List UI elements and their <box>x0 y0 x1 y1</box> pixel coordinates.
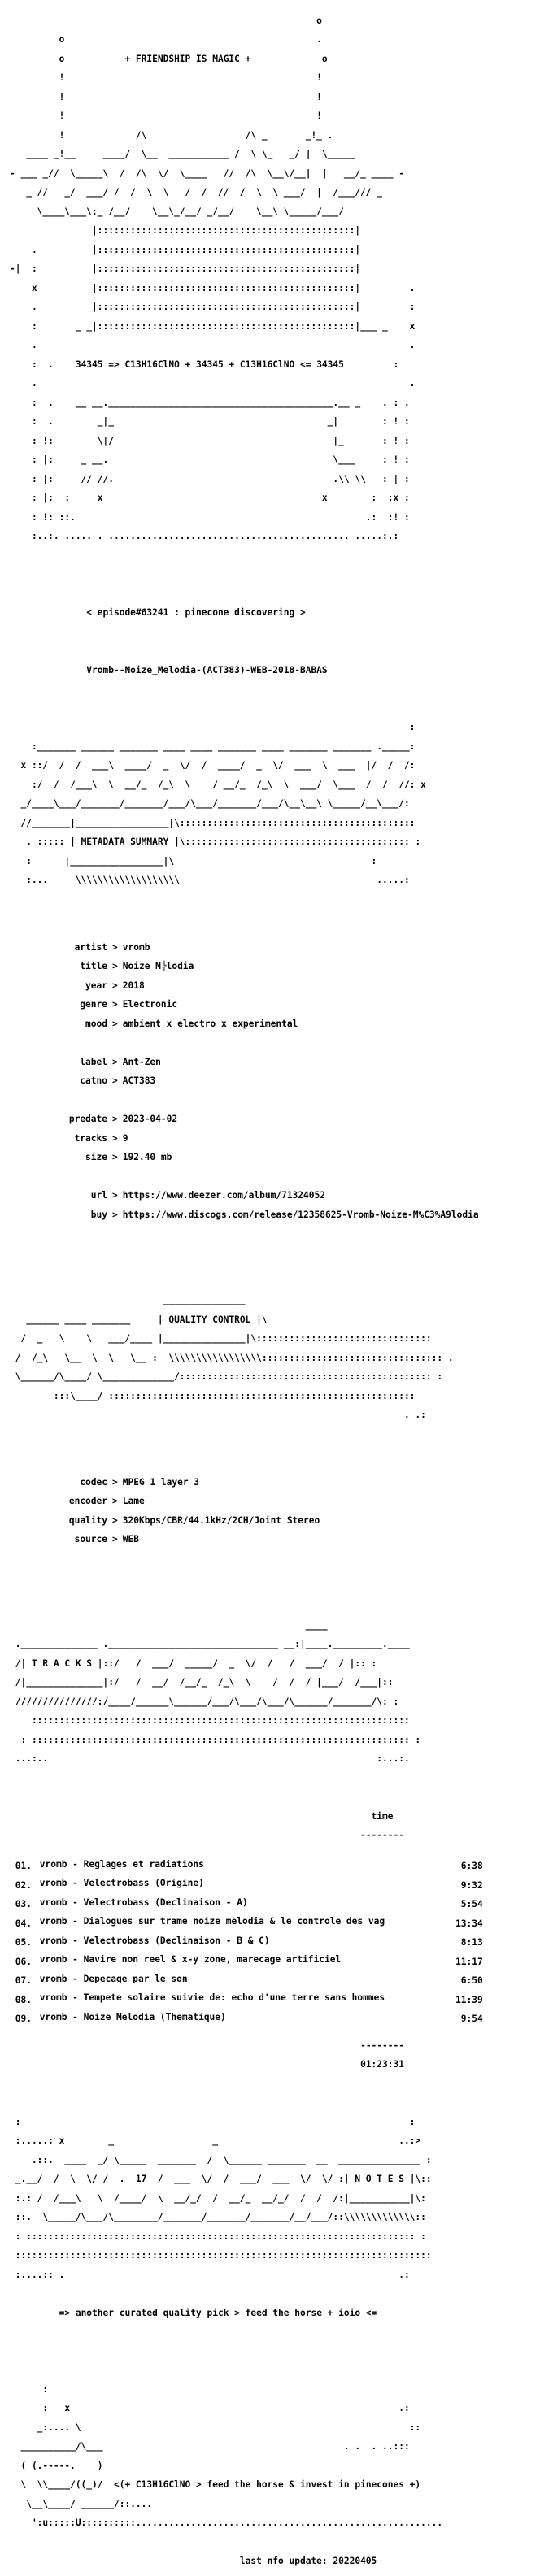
title-line-row: o + FRIENDSHIP IS MAGIC + o <box>10 53 328 64</box>
field-quality-value: 320Kbps/CBR/44.1kHz/2CH/Joint Stereo <box>122 1514 320 1526</box>
ascii-art-line: :/ / /___\ \ __/_ /_\ \ / __/_ /_\ \ ___/ \___ / / //: x <box>10 779 426 790</box>
ascii-art-line: ! ! <box>10 111 322 122</box>
field-size-value: 192.40 mb <box>122 1152 172 1162</box>
field-title-value: Noize M╠lodia <box>122 961 194 971</box>
ascii-art-line: - ___ _// \_____\ / /\ \/ \____ // /\ \__\/__| | __/_ ____ - <box>10 167 404 179</box>
horse-row: \ \\____/((_)/ <(+ C13H16ClNO > feed the horse & invest in pinecones +) <box>10 2479 421 2491</box>
field-year: year > 2018 <box>85 980 145 991</box>
ascii-art-line: :::\____/ :::::::::::::::::::::::::::::::::::::::::::::::::::::::: <box>10 1390 416 1401</box>
metadata-banner-row: //_______|_________________|\::::::::::::::::::::::::::::::::::::::::::: <box>10 817 416 828</box>
ascii-art-line: __________/\___ . . . ..::: <box>10 2441 410 2452</box>
field-title: title > Noize M╠lodia <box>80 961 194 971</box>
time-rule: -------- <box>360 1830 404 1841</box>
field-year-value: 2018 <box>122 980 145 991</box>
field-catno: catno > ACT383 <box>80 1075 156 1086</box>
ascii-art-line: . |:::::::::::::::::::::::::::::::::::::::::::::::| <box>10 244 361 255</box>
metadata-banner-row: . ::::: | METADATA SUMMARY |\::::::::::::::::::::::::::::::::::::::::: : <box>10 836 421 848</box>
ascii-art-line: ! ! <box>10 72 322 84</box>
ascii-art-line: : . __ __._________________________________________.__ _ . : . <box>10 397 410 408</box>
ascii-art-line: /|______________|:/ / __/ /__/_ /_\ \ / / / |___/ /___|:: <box>10 1677 394 1688</box>
nfo-document <box>10 7 546 2576</box>
horse-line: (+ C13H16ClNO > feed the horse & invest in pinecones +) <box>119 2479 421 2491</box>
ascii-art-line: _:.... \ :: <box>10 2422 421 2433</box>
ascii-art-line: ____ <box>10 1619 328 1631</box>
ascii-art-line: \____\___\:_ /__/ \__\_/__/ _/__/ \__\ \_____/___/ <box>10 206 344 217</box>
episode-line: < episode#63241 : pinecone discovering > <box>86 607 306 619</box>
time-header: time <box>371 1810 394 1822</box>
notes-section-title: N O T E S <box>355 2174 404 2185</box>
ascii-art-line: : ::::::::::::::::::::::::::::::::::::::::::::::::::::::::::::::::::::: : <box>10 1734 421 1745</box>
ascii-art-line: o <box>10 15 322 26</box>
ascii-art-line: ::::::::::::::::::::::::::::::::::::::::::::::::::::::::::::::::::::: <box>10 1715 410 1727</box>
ascii-art-line: x ::/ / / ___\ ____/ _ \/ / ____/ _ \/ ___ \ ___ |/ / /: <box>10 760 416 771</box>
ascii-art-line: : <box>10 2383 49 2395</box>
ascii-art-line: : !: \|/ |_ : ! : <box>10 435 410 446</box>
list-item: 07. vromb - Depecage par le son 6:50 <box>15 1974 483 1987</box>
metadata-section-title: METADATA SUMMARY <box>81 836 169 848</box>
notes-row <box>10 2309 546 2318</box>
ascii-art-line: _ // _/ ___/ / / \ \ / / // / \ \ ___/ | /___/// _ <box>10 187 383 198</box>
ascii-art-line: :... \\\\\\\\\\\\\\\\\\\ .....: <box>10 875 410 886</box>
ascii-art-line: : |: _ __. \___ : ! : <box>10 454 410 466</box>
field-quality: quality > 320Kbps/CBR/44.1kHz/2CH/Joint Stereo <box>68 1514 320 1526</box>
formula-line: 34345 => C13H16ClNO + 34345 + C13H16ClNO <= 34345 <box>75 358 344 370</box>
ascii-art-line: -| : |:::::::::::::::::::::::::::::::::::::::::::::::| <box>10 263 361 275</box>
ascii-art-line: ! /\ /\ _ _!_ . <box>10 129 333 141</box>
tracks-banner-row: /| T R A C K S |::/ / ___/ _____/ _ \/ / / ___/ / |:: : <box>10 1657 377 1669</box>
total-row <box>10 2060 546 2070</box>
ascii-art-line: ( (.-----. ) <box>10 2460 103 2471</box>
title-line: + FRIENDSHIP IS MAGIC + <box>124 53 251 64</box>
ascii-art-line: \______/\____/ \_____________/:::::::::::::::::::::::::::::::::::::::::::::: : <box>10 1371 443 1383</box>
release-row <box>10 666 546 675</box>
list-item: 08. vromb - Tempete solaire suivie de: echo d'une terre sans hommes 11:39 <box>15 1993 483 2005</box>
field-label-value: Ant-Zen <box>122 1056 161 1067</box>
ascii-art-line: . |:::::::::::::::::::::::::::::::::::::::::::::::| : <box>10 302 416 313</box>
field-predate-value: 2023-04-02 <box>122 1114 178 1124</box>
tracks-section-title: T R A C K S <box>31 1657 93 1669</box>
ascii-art-line: ///////////////:/____/______\______/___/\___/\___/\______/_______/\: : <box>10 1696 399 1707</box>
ascii-art-line: :.: / /___\ \ /____/ \ __/_/ / __/_ __/_/ / / /:|___________|\: <box>10 2192 426 2204</box>
ascii-art-line: x |:::::::::::::::::::::::::::::::::::::::::::::::| . <box>10 282 416 293</box>
quality-fields <box>10 1468 546 1554</box>
total-rule-row <box>10 2041 546 2051</box>
ascii-art-line: : ::::::::::::::::::::::::::::::::::::::::::::::::::::::::::::::::::::::: : <box>10 2231 426 2242</box>
ascii-art-line: _/____\___/_______/_______/___/\___/_______/___/\__\__\ \_____/__\___/: <box>10 798 410 810</box>
field-encoder: encoder > Lame <box>68 1496 145 1506</box>
field-artist: artist > vromb <box>74 941 150 953</box>
field-source-value: WEB <box>122 1534 139 1544</box>
ascii-art-line: / _ \ \ ___/____ |_______________|\:::::::::::::::::::::::::::::::: <box>10 1333 432 1344</box>
field-codec-value: MPEG 1 layer 3 <box>122 1476 200 1488</box>
ascii-art-line: ____ _!__ ____/ \__ ___________ / \ \_ _/ | \_____ <box>10 149 355 160</box>
tracklist <box>10 1850 546 2031</box>
field-tracks-value: 9 <box>122 1132 128 1144</box>
ascii-art-line: :::::::::::::::::::::::::::::::::::::::::::::::::::::::::::::::::::::::::::: <box>10 2250 432 2261</box>
list-item: 03. vromb - Velectrobass (Declinaison - A) 5:54 <box>15 1897 483 1910</box>
ascii-art-line: : : <box>10 2116 416 2127</box>
url-link[interactable]: https://www.deezer.com/album/71324052 <box>122 1190 325 1201</box>
ascii-art-line: .::. ____ _/ \_____ _______ / \______ _______ __ _______________ : <box>10 2154 432 2165</box>
ascii-art-line: :....:: . .: <box>10 2269 410 2280</box>
field-encoder-value: Lame <box>122 1496 145 1506</box>
ascii-art-line: .______________ ._______________________________ __:|____._________.____ <box>10 1639 410 1650</box>
list-item: 01. vromb - Reglages et radiations 6:38 <box>15 1859 483 1872</box>
ascii-art-line: . . <box>10 378 416 389</box>
list-item: 09. vromb - Noize Melodia (Thematique) 9:54 <box>15 2012 483 2025</box>
field-source: source > WEB <box>74 1534 139 1544</box>
field-genre-value: Electronic <box>122 999 178 1010</box>
ascii-art-line: : |_________________|\ : <box>10 855 377 867</box>
ascii-art-line: o . <box>10 34 322 46</box>
total-rule: -------- <box>360 2040 404 2051</box>
ascii-art-line: / /_\ \__ \ \ \__ : \\\\\\\\\\\\\\\\\::::::::::::::::::::::::::::::::: . <box>10 1352 454 1363</box>
metadata-fields <box>10 933 546 1229</box>
field-genre: genre > Electronic <box>80 999 178 1010</box>
field-codec: codec > MPEG 1 layer 3 <box>80 1476 200 1488</box>
field-artist-value: vromb <box>122 941 150 953</box>
ascii-art-line: . . <box>10 340 416 351</box>
ascii-art-line: : . _|_ _| : ! : <box>10 416 410 428</box>
field-catno-value: ACT383 <box>122 1075 156 1086</box>
ascii-art-line: : |: : x x : :x : <box>10 493 410 504</box>
field-mood: mood > ambient x electro x experimental <box>85 1018 298 1029</box>
list-item: 04. vromb - Dialogues sur trame noize melodia & le controle des vag 13:34 <box>15 1917 483 1929</box>
ascii-art-line: |:::::::::::::::::::::::::::::::::::::::::::::::| <box>10 225 361 237</box>
ascii-art-line: :..:. ..... . ............................................ .....:.: <box>10 531 399 542</box>
ascii-art-line: ':u:::::U::::::::::........................................................ <box>10 2517 443 2529</box>
list-item: 06. vromb - Navire non reel & x-y zone, marecage artificiel 11:17 <box>15 1955 483 1967</box>
episode-row <box>10 608 546 618</box>
ascii-art-line: : _ _|:::::::::::::::::::::::::::::::::::::::::::::::|___ _ x <box>10 320 416 332</box>
time-rule-row <box>10 1831 546 1840</box>
ascii-art-line: :.....: x _ _ ..:> <box>10 2135 421 2147</box>
ascii-art-line: :_______ ______ _______ ____ ____ _______ ____ _______ _______ ._____: <box>10 741 416 752</box>
ascii-art-line: ! ! <box>10 91 322 102</box>
field-url: url > https://www.deezer.com/album/71324052 <box>90 1190 325 1201</box>
time-header-row <box>10 1812 546 1822</box>
notes-banner-row: _.__/ / \ \/ / . 17 / ___ \/ / ___/ ___ \/ \/ :| N O T E S |\:: <box>10 2174 432 2185</box>
quality-banner-row: ______ ____ _______ | QUALITY CONTROL |\ <box>10 1314 268 1325</box>
buy-link[interactable]: https://www.discogs.com/release/12358625-Vromb-Noize-M%C3%A9lodia <box>122 1209 479 1220</box>
list-item: 02. vromb - Velectrobass (Origine) 9:32 <box>15 1879 483 1891</box>
ascii-art-line: : !: ::. .: :! : <box>10 511 410 523</box>
ascii-art-line: \__\____/ ______/::.... <box>10 2498 153 2509</box>
formula-row: : . 34345 => C13H16ClNO + 34345 + C13H16ClNO <= 34345 : <box>10 358 399 370</box>
release-name: Vromb--Noize_Melodia-(ACT383)-WEB-2018-BABAS <box>86 664 328 675</box>
ascii-art-line: _______________ <box>10 1295 246 1306</box>
field-buy: buy > https://www.discogs.com/release/12358625-Vromb-Noize-M%C3%A9lodia <box>90 1209 479 1220</box>
notes-line: => another curated quality pick > feed the horse + ioio <= <box>59 2307 377 2318</box>
ascii-art-line: . .: <box>10 1410 426 1421</box>
field-tracks: tracks > 9 <box>74 1132 128 1144</box>
quality-section-title: QUALITY CONTROL <box>168 1314 251 1325</box>
ascii-art-line: : x .: <box>10 2403 410 2414</box>
update-line: last nfo update: 20220405 <box>239 2556 377 2567</box>
update-row <box>10 2556 546 2566</box>
field-size: size > 192.40 mb <box>85 1152 172 1162</box>
field-mood-value: ambient x electro x experimental <box>122 1018 298 1029</box>
ascii-art-line: : <box>10 722 416 733</box>
list-item: 05. vromb - Velectrobass (Declinaison - B & C) 8:13 <box>15 1935 483 1948</box>
field-label: label > Ant-Zen <box>80 1056 161 1067</box>
ascii-art-line: ::. \_____/\___/\________/_______/_______/_______/__/___/::\\\\\\\\\\\\\:: <box>10 2212 426 2223</box>
ascii-art-line: ...:.. :...:. <box>10 1753 410 1765</box>
ascii-art-line: : |: // //. .\\ \\ : | : <box>10 473 410 484</box>
total-time: 01:23:31 <box>360 2059 404 2070</box>
field-predate: predate > 2023-04-02 <box>68 1114 178 1124</box>
